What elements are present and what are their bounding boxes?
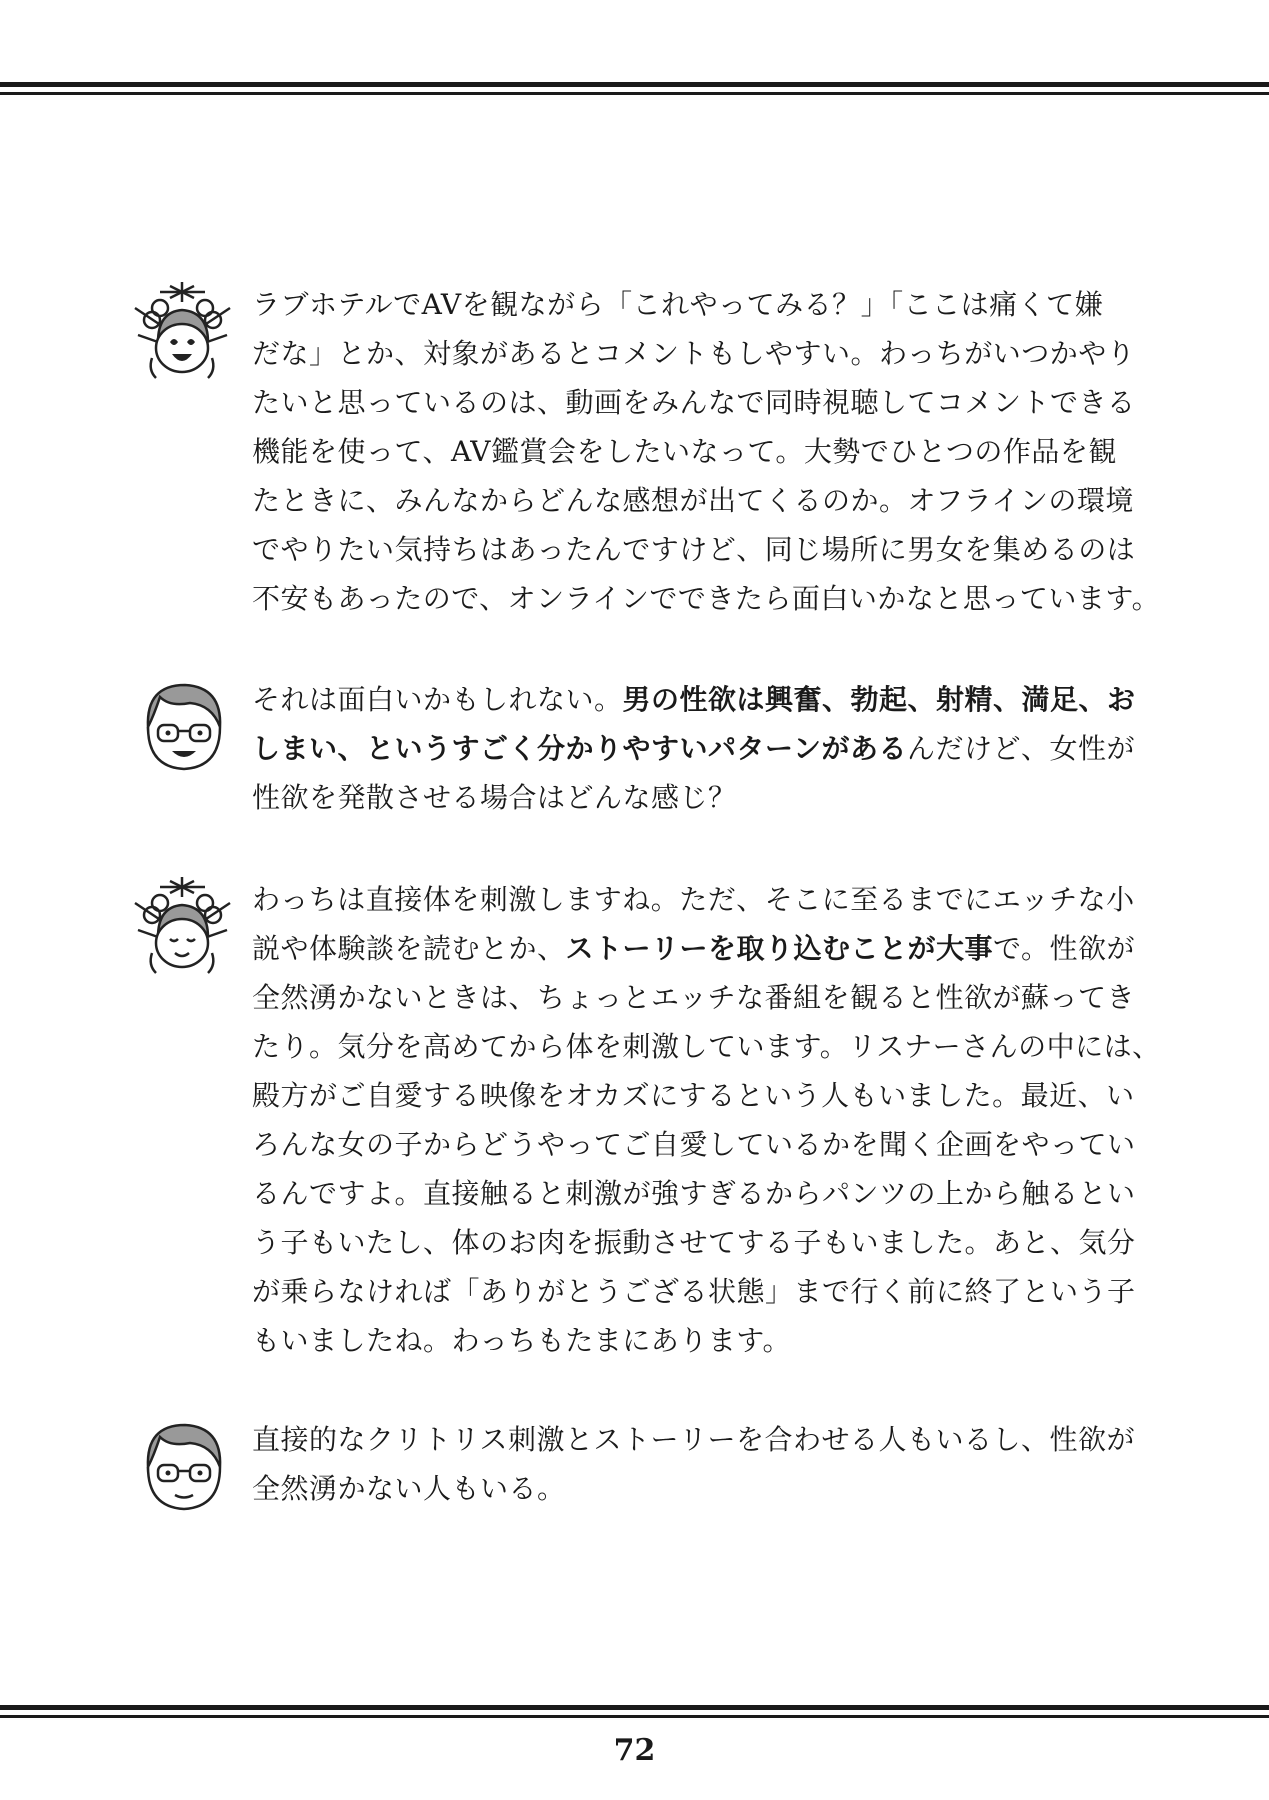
text-line: たいと思っているのは、動画をみんなで同時視聴してコメントできる [252,386,1136,419]
man-glasses-icon [130,675,235,785]
text-line: だな」とか、対象があるとコメントもしやすい。わっちがいつかやり [252,337,1136,370]
page-number: 72 [613,1733,656,1768]
text-line: 直接的なクリトリス刺激とストーリーを合わせる人もいるし、性欲が [252,1423,1135,1456]
text-line: う子もいたし、体のお肉を振動させてする子もいました。あと、気分 [252,1226,1136,1259]
text-line: るんですよ。直接触ると刺激が強すぎるからパンツの上から触るとい [252,1177,1136,1210]
text-line: 説や体験談を読むとか、ストーリーを取り込むことが大事で。性欲が [252,932,1135,965]
text-line: わっちは直接体を刺激しますね。ただ、そこに至るまでにエッチな小 [252,883,1135,916]
text-line: ラブホテルでAVを観ながら「これやってみる？」「ここは痛くて嫌 [252,288,1104,321]
text-line: が乗らなければ「ありがとうござる状態」まで行く前に終了という子 [252,1275,1136,1308]
text-line: 全然湧かないときは、ちょっとエッチな番組を観ると性欲が蘇ってき [252,981,1135,1014]
woman-hair-ornament-happy-icon [130,280,235,390]
dialogue-text [252,675,1136,822]
dialogue-text [252,875,1161,1365]
text-line: それは面白いかもしれない。男の性欲は興奮、勃起、射精、満足、お [252,683,1136,716]
dialogue-text [252,280,1161,623]
woman-hair-ornament-calm-icon [130,875,235,985]
text-line: たり。気分を高めてから体を刺激しています。リスナーさんの中には、 [252,1030,1161,1063]
text-line: ろんな女の子からどうやってご自愛しているかを聞く企画をやってい [252,1128,1136,1161]
man-glasses-icon [130,1415,235,1525]
text-line: もいましたね。わっちもたまにあります。 [252,1324,791,1357]
dialogue-text [252,1415,1135,1513]
text-line: 殿方がご自愛する映像をオカズにするという人もいました。最近、い [252,1079,1135,1112]
text-line: しまい、というすごく分かりやすいパターンがあるんだけど、女性が [252,732,1135,765]
text-line: でやりたい気持ちはあったんですけど、同じ場所に男女を集めるのは [252,533,1136,566]
text-line: たときに、みんなからどんな感想が出てくるのか。オフラインの環境 [252,484,1134,517]
text-line: 性欲を発散させる場合はどんな感じ？ [252,781,737,814]
text-line: 全然湧かない人もいる。 [252,1472,566,1505]
text-line: 不安もあったので、オンラインでできたら面白いかなと思っています。 [252,582,1161,615]
text-line: 機能を使って、AV鑑賞会をしたいなって。大勢でひとつの作品を観 [252,435,1117,468]
top-double-rule [0,82,1269,102]
bottom-double-rule [0,1705,1269,1725]
